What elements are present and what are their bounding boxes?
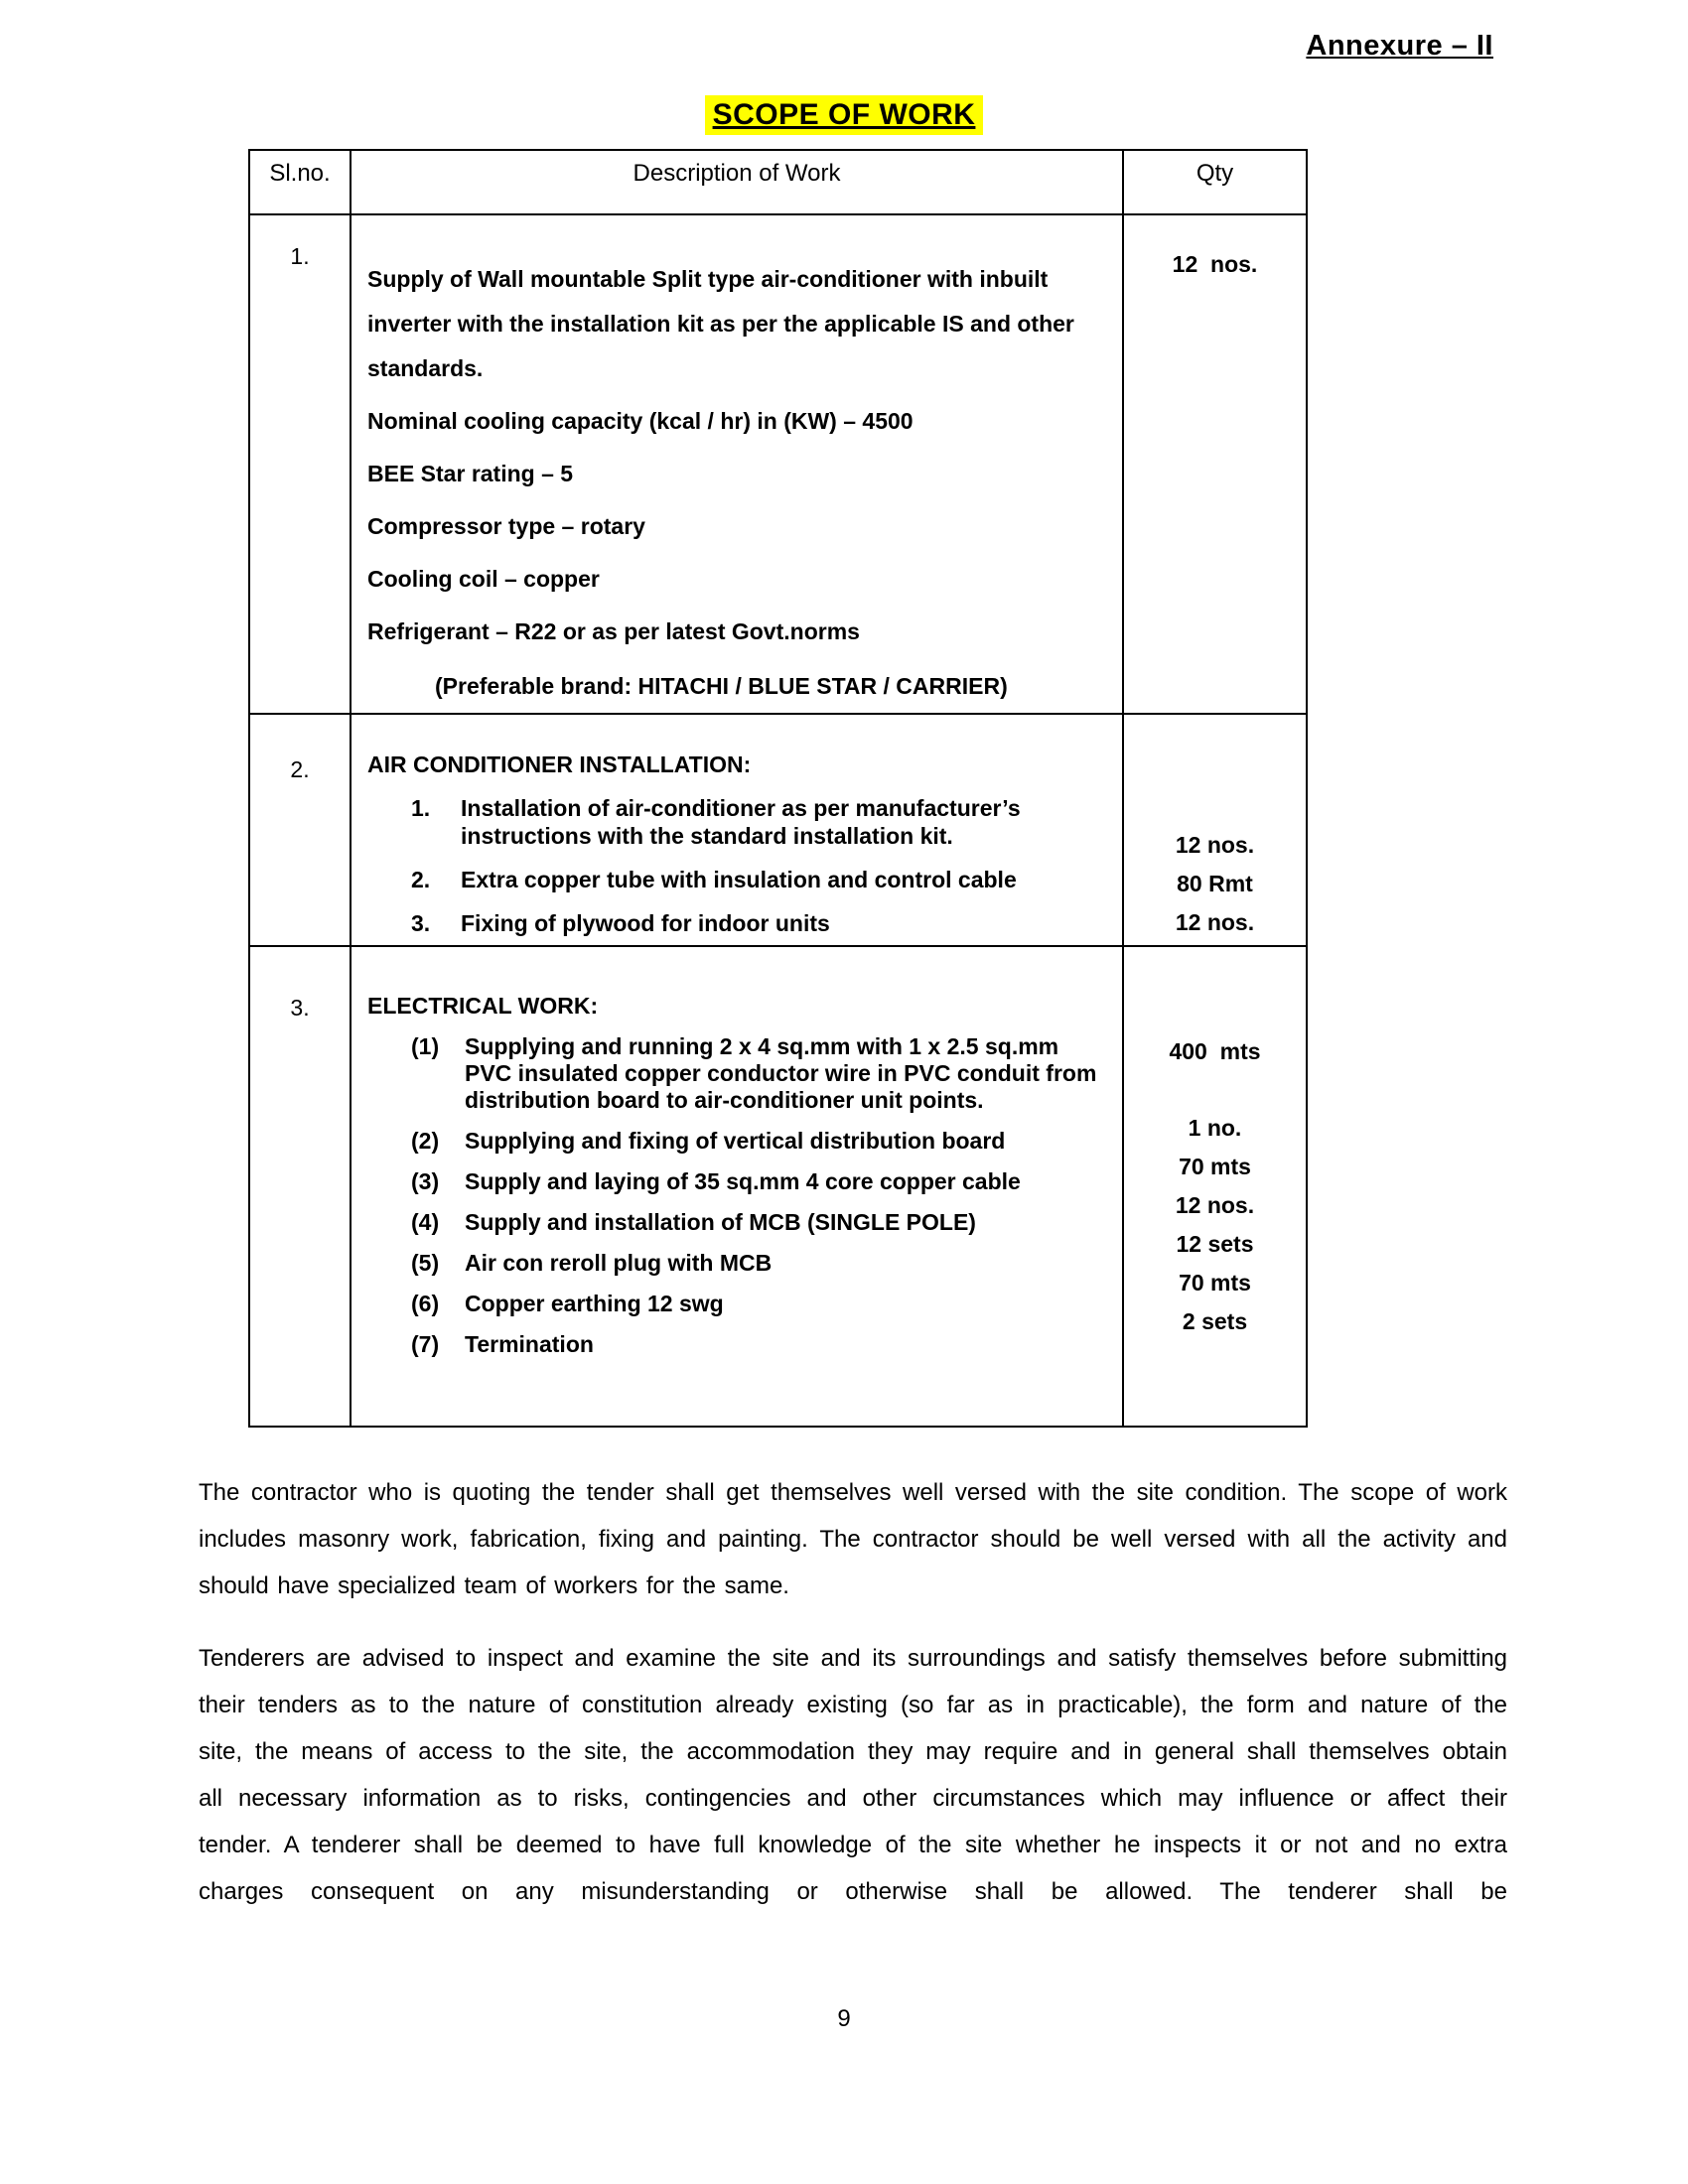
list-item-text: Supplying and running 2 x 4 sq.mm with 1 x 2.5 sq.mm PVC insulated copper conductor wire in PVC conduit from distribution board to air-conditioner unit points. <box>465 1033 1097 1113</box>
table-row-2 <box>249 714 1307 946</box>
list-item-number: (3) <box>411 1168 440 1194</box>
list-item <box>411 909 1102 937</box>
list-item-text: Fixing of plywood for indoor units <box>461 910 830 936</box>
list-item <box>411 1033 1102 1114</box>
row1-paragraph: Supply of Wall mountable Split type air-conditioner with inbuilt inverter with the installation kit as per the applicable IS and other standards. <box>367 266 1074 381</box>
list-item-number: 2. <box>411 867 431 892</box>
qty-value: 12 nos. <box>1175 909 1255 935</box>
column-header-description: Description of Work <box>351 150 1123 214</box>
row1-spec-line: BEE Star rating – 5 <box>367 461 574 486</box>
list-item-number: (2) <box>411 1128 440 1154</box>
list-item-text: Supplying and fixing of vertical distribution board <box>465 1128 1006 1154</box>
list-item-text: Supply and installation of MCB (SINGLE POLE) <box>465 1209 976 1235</box>
qty-value: 2 sets <box>1182 1308 1248 1334</box>
list-item-text: Extra copper tube with insulation and control cable <box>461 867 1017 892</box>
list-item-text: Termination <box>465 1331 594 1357</box>
row1-serial-number: 1. <box>249 214 351 714</box>
list-item-number: (1) <box>411 1033 440 1059</box>
row1-brand-note: (Preferable brand: HITACHI / BLUE STAR / CARRIER) <box>435 673 1008 699</box>
title-row <box>0 95 1688 135</box>
scope-of-work-table <box>248 149 1308 1428</box>
table-row-3 <box>249 946 1307 1427</box>
qty-value: 12 sets <box>1176 1231 1254 1257</box>
qty-value: 80 Rmt <box>1177 871 1253 896</box>
list-item <box>411 1291 1102 1317</box>
qty-value: 12 nos. <box>1172 251 1258 277</box>
paragraph-tenderers-advice: Tenderers are advised to inspect and examine the site and its surroundings and satisfy themselves before submitting their tenders as to the nature of constitution already existing (so far as in practicable), the form and nature of the site, the means of access to the site, the accommodation they may require and in general shall themselves obtain all necessary information as to risks, contingencies and other circumstances which may influence or affect their tender. A tenderer shall be deemed to have full knowledge of the site whether he inspects it or not and no extra charges consequent on any misunderstanding or otherwise shall be allowed. The tenderer shall be <box>199 1645 1508 1905</box>
row3-serial-number: 3. <box>249 946 351 1427</box>
paragraph-site-condition: The contractor who is quoting the tender shall get themselves well versed with the site condition. The scope of work includes masonry work, fabrication, fixing and painting. The contractor should be well versed with all the activity and should have specialized team of workers for the same. <box>199 1479 1507 1599</box>
list-item-text: Air con reroll plug with MCB <box>465 1250 773 1276</box>
list-item-number: (5) <box>411 1250 440 1276</box>
list-item-number: 3. <box>411 910 431 936</box>
row2-qty-cell <box>1123 714 1307 946</box>
list-item <box>411 866 1102 893</box>
row3-qty-cell <box>1123 946 1307 1427</box>
row2-heading: AIR CONDITIONER INSTALLATION: <box>367 751 752 777</box>
row2-serial-number: 2. <box>249 714 351 946</box>
page-title: SCOPE OF WORK <box>705 95 984 135</box>
list-item <box>411 1128 1102 1155</box>
list-item <box>411 1331 1102 1358</box>
row1-description-cell <box>351 214 1123 714</box>
list-item-number: (7) <box>411 1331 440 1357</box>
row1-qty-cell <box>1123 214 1307 714</box>
list-item-number: (4) <box>411 1209 440 1235</box>
row3-description-cell <box>351 946 1123 1427</box>
list-item <box>411 1168 1102 1195</box>
list-item-text: Installation of air-conditioner as per manufacturer’s instructions with the standard installation kit. <box>461 795 1021 849</box>
annexure-label: Annexure – II <box>1306 30 1493 62</box>
list-item-number: (6) <box>411 1291 440 1316</box>
list-item-number: 1. <box>411 795 431 821</box>
row2-description-cell <box>351 714 1123 946</box>
list-item-text: Copper earthing 12 swg <box>465 1291 724 1316</box>
table-header-row <box>249 150 1307 214</box>
qty-value: 70 mts <box>1179 1154 1251 1179</box>
qty-value: 12 nos. <box>1175 1192 1255 1218</box>
body-text <box>199 1469 1507 1915</box>
qty-value: 400 mts <box>1169 1038 1261 1064</box>
table-row-1 <box>249 214 1307 714</box>
row1-spec-line: Cooling coil – copper <box>367 566 600 592</box>
row1-spec-line: Nominal cooling capacity (kcal / hr) in (KW) – 4500 <box>367 408 914 434</box>
row1-spec-line: Compressor type – rotary <box>367 513 645 539</box>
qty-value: 12 nos. <box>1175 832 1255 858</box>
list-item <box>411 1250 1102 1277</box>
list-item <box>411 794 1102 850</box>
column-header-slno: Sl.no. <box>249 150 351 214</box>
row3-heading: ELECTRICAL WORK: <box>367 993 599 1019</box>
column-header-qty: Qty <box>1123 150 1307 214</box>
list-item <box>411 1209 1102 1236</box>
list-item-text: Supply and laying of 35 sq.mm 4 core copper cable <box>465 1168 1021 1194</box>
row1-spec-line: Refrigerant – R22 or as per latest Govt.norms <box>367 618 860 644</box>
qty-value: 1 no. <box>1188 1115 1242 1141</box>
qty-value: 70 mts <box>1179 1270 1251 1296</box>
page-number: 9 <box>837 2005 851 2032</box>
